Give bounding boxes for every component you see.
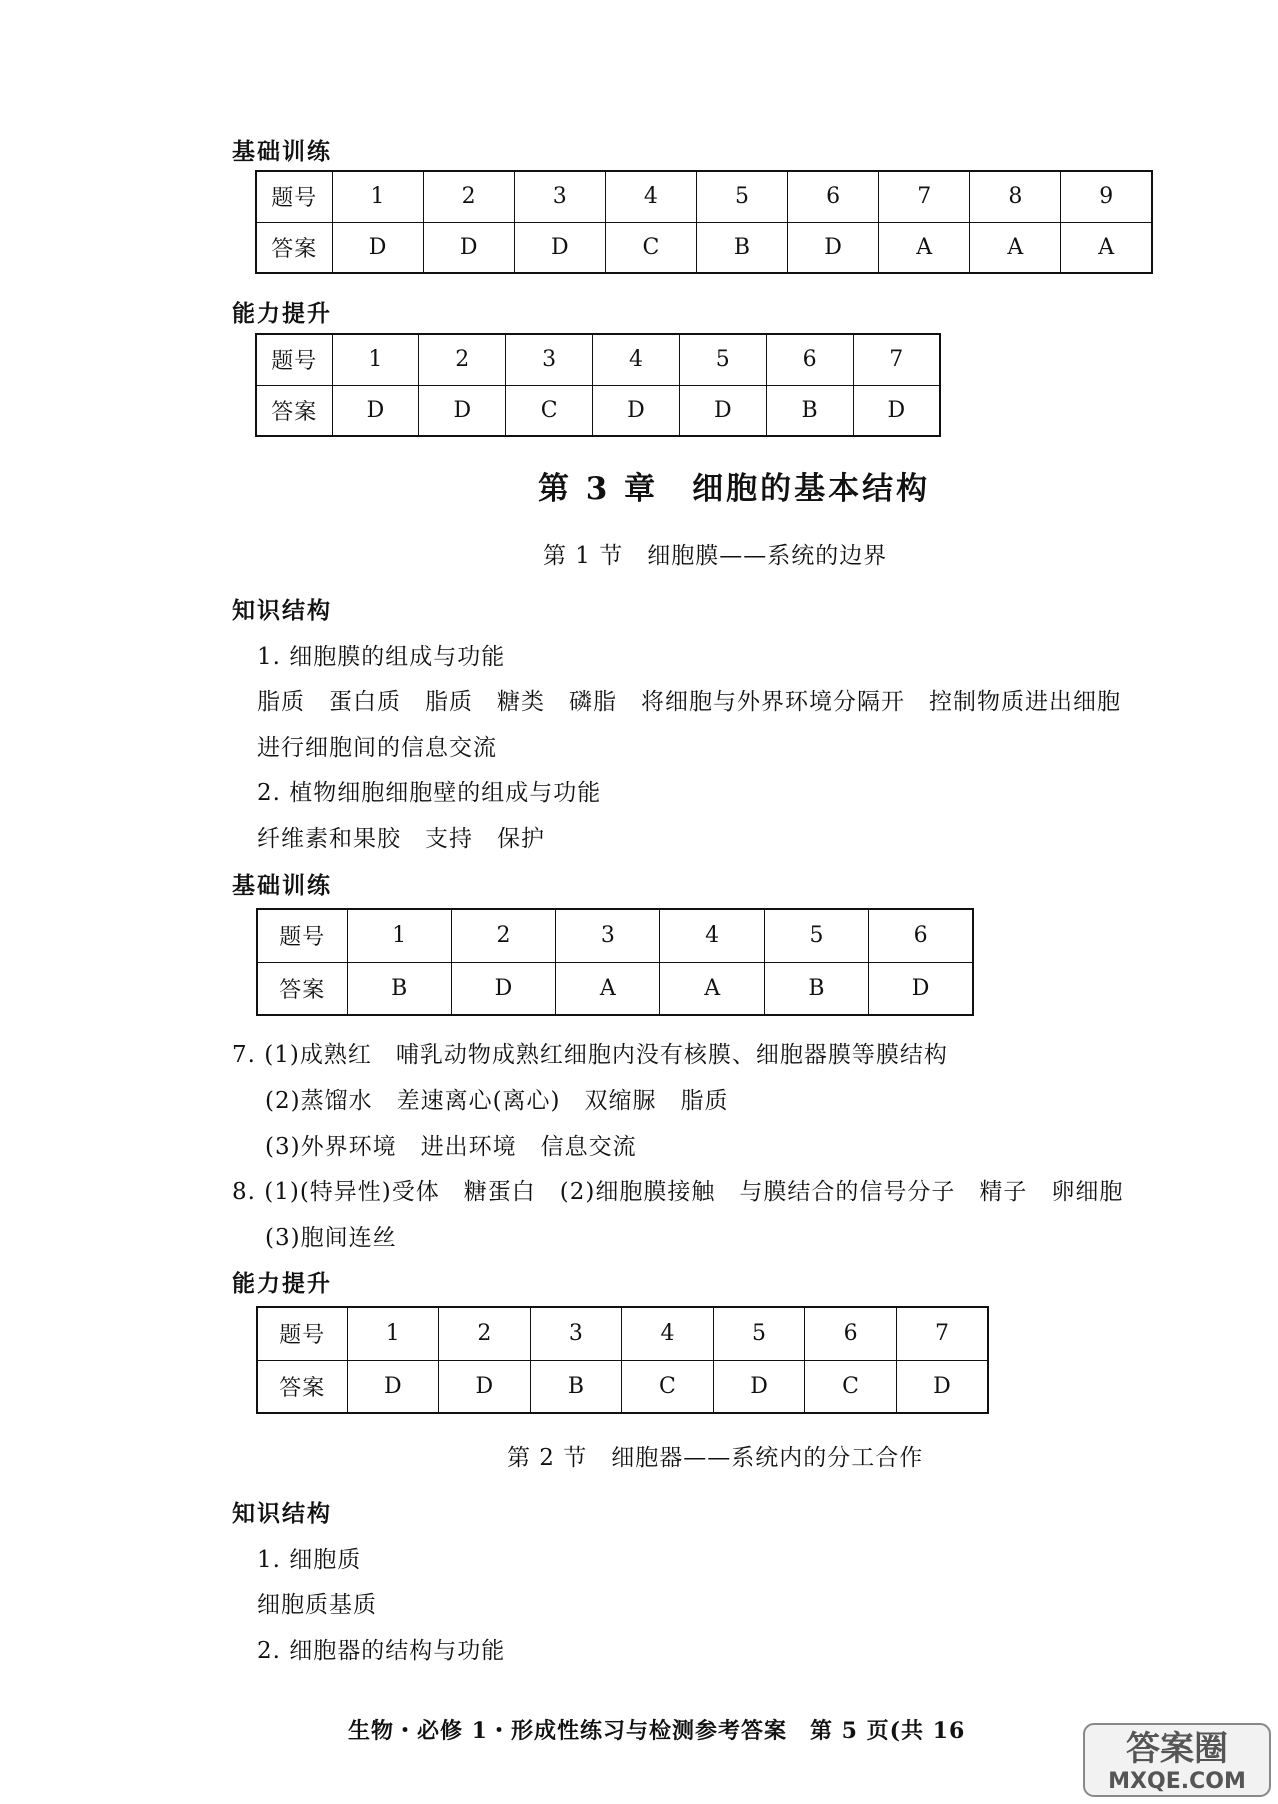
section-title: 第 1 节 细胞膜——系统的边界 bbox=[543, 543, 888, 569]
number-cell: 3 bbox=[506, 334, 593, 385]
answer-cell: C bbox=[805, 1360, 897, 1413]
answer-line: (3)胞间连丝 bbox=[265, 1225, 397, 1251]
answer-cell: D bbox=[332, 385, 419, 436]
number-cell: 1 bbox=[332, 171, 423, 222]
answer-cell: D bbox=[788, 222, 879, 273]
number-cell: 4 bbox=[660, 909, 764, 962]
answer-line: (2)蒸馏水 差速离心(离心) 双缩脲 脂质 bbox=[265, 1088, 729, 1114]
number-cell: 6 bbox=[869, 909, 973, 962]
chapter-title: 第 3 章 细胞的基本结构 bbox=[538, 471, 931, 507]
number-cell: 4 bbox=[593, 334, 680, 385]
number-cell: 3 bbox=[514, 171, 605, 222]
heading-ability: 能力提升 bbox=[232, 1270, 332, 1297]
section-title: 第 2 节 细胞器——系统内的分工合作 bbox=[507, 1445, 924, 1471]
table-row bbox=[256, 334, 940, 385]
answer-cell: C bbox=[506, 385, 593, 436]
table-row bbox=[256, 385, 940, 436]
answer-table-ability bbox=[256, 1306, 989, 1414]
answer-cell: B bbox=[764, 962, 868, 1015]
number-cell: 5 bbox=[696, 171, 787, 222]
watermark-url: MXQE.COM bbox=[1108, 1769, 1246, 1794]
answer-line: 8. (1)(特异性)受体 糖蛋白 (2)细胞膜接触 与膜结合的信号分子 精子 卵细胞 bbox=[232, 1179, 1124, 1205]
answer-cell: D bbox=[451, 962, 555, 1015]
row-header: 题号 bbox=[257, 1307, 347, 1360]
number-cell: 1 bbox=[332, 334, 419, 385]
number-cell: 2 bbox=[423, 171, 514, 222]
row-header: 答案 bbox=[257, 1360, 347, 1413]
number-cell: 1 bbox=[347, 1307, 439, 1360]
answer-line: 进行细胞间的信息交流 bbox=[257, 735, 497, 761]
heading-basic-training: 基础训练 bbox=[232, 138, 332, 165]
answer-line: (3)外界环境 进出环境 信息交流 bbox=[265, 1134, 637, 1160]
table-row bbox=[257, 909, 973, 962]
row-header: 答案 bbox=[257, 962, 347, 1015]
number-cell: 5 bbox=[679, 334, 766, 385]
number-cell: 7 bbox=[879, 171, 970, 222]
number-cell: 5 bbox=[713, 1307, 805, 1360]
answer-cell: B bbox=[696, 222, 787, 273]
list-item: 1. 细胞质 bbox=[257, 1547, 362, 1573]
answer-cell: D bbox=[869, 962, 973, 1015]
number-cell: 1 bbox=[347, 909, 451, 962]
answer-line: 脂质 蛋白质 脂质 糖类 磷脂 将细胞与外界环境分隔开 控制物质进出细胞 bbox=[257, 689, 1121, 715]
heading-basic-training: 基础训练 bbox=[232, 872, 332, 899]
number-cell: 4 bbox=[622, 1307, 714, 1360]
answer-table-ability bbox=[255, 333, 941, 437]
table-row bbox=[257, 962, 973, 1015]
answer-cell: D bbox=[713, 1360, 805, 1413]
row-header: 答案 bbox=[256, 222, 332, 273]
answer-cell: D bbox=[419, 385, 506, 436]
answer-line: 细胞质基质 bbox=[257, 1592, 377, 1618]
number-cell: 6 bbox=[788, 171, 879, 222]
number-cell: 2 bbox=[439, 1307, 531, 1360]
watermark-text: 答案圈 bbox=[1126, 1729, 1228, 1769]
number-cell: 7 bbox=[896, 1307, 988, 1360]
number-cell: 4 bbox=[605, 171, 696, 222]
list-item: 2. 植物细胞细胞壁的组成与功能 bbox=[257, 780, 602, 806]
answer-cell: D bbox=[853, 385, 940, 436]
number-cell: 6 bbox=[805, 1307, 897, 1360]
table-row bbox=[257, 1360, 988, 1413]
row-header: 题号 bbox=[256, 171, 332, 222]
row-header: 题号 bbox=[257, 909, 347, 962]
answer-cell: A bbox=[556, 962, 660, 1015]
answer-line: 纤维素和果胶 支持 保护 bbox=[257, 826, 545, 852]
answer-cell: A bbox=[970, 222, 1061, 273]
answer-line: 7. (1)成熟红 哺乳动物成熟红细胞内没有核膜、细胞器膜等膜结构 bbox=[232, 1042, 948, 1068]
answer-cell: C bbox=[622, 1360, 714, 1413]
answer-table-basic-training bbox=[255, 170, 1153, 274]
watermark-logo bbox=[1082, 1720, 1272, 1800]
answer-cell: D bbox=[332, 222, 423, 273]
answer-cell: A bbox=[660, 962, 764, 1015]
answer-cell: D bbox=[514, 222, 605, 273]
row-header: 答案 bbox=[256, 385, 332, 436]
table-row bbox=[256, 171, 1152, 222]
heading-knowledge-structure: 知识结构 bbox=[232, 1500, 332, 1527]
number-cell: 6 bbox=[766, 334, 853, 385]
number-cell: 9 bbox=[1061, 171, 1152, 222]
answer-cell: D bbox=[679, 385, 766, 436]
answer-cell: B bbox=[530, 1360, 622, 1413]
list-item: 2. 细胞器的结构与功能 bbox=[257, 1638, 506, 1664]
answer-cell: C bbox=[605, 222, 696, 273]
answer-table-basic-training bbox=[256, 908, 974, 1016]
answer-cell: B bbox=[766, 385, 853, 436]
answer-cell: D bbox=[896, 1360, 988, 1413]
answer-cell: D bbox=[593, 385, 680, 436]
table-row bbox=[257, 1307, 988, 1360]
answer-cell: D bbox=[439, 1360, 531, 1413]
number-cell: 5 bbox=[764, 909, 868, 962]
row-header: 题号 bbox=[256, 334, 332, 385]
page-footer: 生物・必修 1・形成性练习与检测参考答案 第 5 页(共 16 bbox=[348, 1718, 966, 1744]
answer-cell: A bbox=[879, 222, 970, 273]
answer-cell: D bbox=[347, 1360, 439, 1413]
answer-cell: B bbox=[347, 962, 451, 1015]
list-item: 1. 细胞膜的组成与功能 bbox=[257, 644, 506, 670]
heading-knowledge-structure: 知识结构 bbox=[232, 597, 332, 624]
number-cell: 8 bbox=[970, 171, 1061, 222]
number-cell: 3 bbox=[556, 909, 660, 962]
number-cell: 2 bbox=[451, 909, 555, 962]
answer-cell: D bbox=[423, 222, 514, 273]
heading-ability: 能力提升 bbox=[232, 300, 332, 327]
number-cell: 3 bbox=[530, 1307, 622, 1360]
number-cell: 7 bbox=[853, 334, 940, 385]
answer-cell: A bbox=[1061, 222, 1152, 273]
table-row bbox=[256, 222, 1152, 273]
number-cell: 2 bbox=[419, 334, 506, 385]
